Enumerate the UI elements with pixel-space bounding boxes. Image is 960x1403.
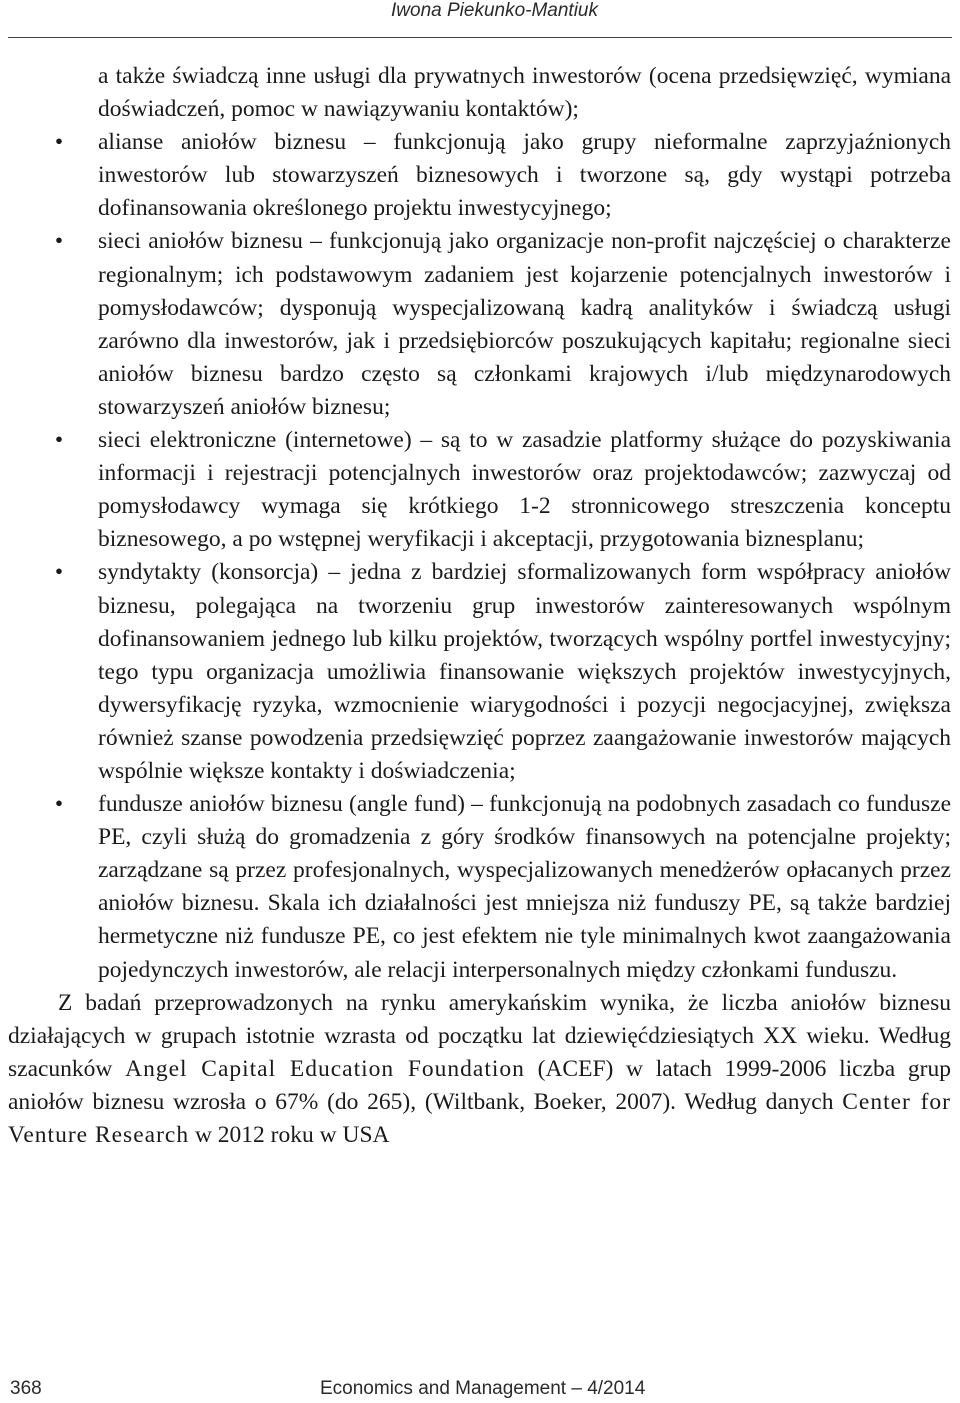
- closing-paragraph: [8, 987, 951, 1152]
- bullet-marker: •: [54, 129, 64, 156]
- list-item: [8, 788, 951, 987]
- list-item: [8, 126, 951, 225]
- closing-text-2: (ACEF) w latach 1999-2006 liczba grup aniołów biznesu wzrosła o 67% (do 265), (Wiltbank, Boeker, 2007). Według danych: [8, 1055, 951, 1115]
- list-item-text: sieci elektroniczne (internetowe) – są to w zasadzie platformy służące do pozyskiwania informacji i rejestracji potencjalnych inwestorów oraz projektodawców; zazwyczaj od pomysłodawcy wymaga się krótkiego 1-2 stronnicowego streszczenia konceptu biznesowego, a po wstępnej weryfikacji i akceptacji, przygotowania biznesplanu;: [98, 427, 951, 553]
- bullet-marker: •: [54, 559, 64, 586]
- list-item-text: sieci aniołów biznesu – funkcjonują jako organizacje non-profit najczęściej o charakterze regionalnym; ich podstawowym zadaniem jest kojarzenie potencjalnych inwestorów i pomysłodawców; dysponują wyspecjalizowaną kadrą analityków i świadczą usługi zarówno dla inwestorów, jak i przedsiębiorców poszukujących kapitału; regionalne sieci aniołów biznesu bardzo często są członkami krajowych i/lub międzynarodowych stowarzyszeń aniołów biznesu;: [98, 228, 951, 420]
- list-item: [8, 556, 951, 788]
- page-body: [8, 60, 951, 1152]
- acef-name: Angel Capital Education Foundation: [125, 1055, 525, 1082]
- closing-text-3: w 2012 roku w USA: [189, 1122, 390, 1148]
- list-item-text: a także świadczą inne usługi dla prywatnych inwestorów (ocena przedsięwzięć, wymiana doświadczeń, pomoc w nawiązywaniu kontaktów);: [98, 63, 951, 123]
- bullet-marker: •: [54, 228, 64, 255]
- header-rule: [8, 37, 952, 38]
- list-item-text: syndytakty (konsorcja) – jedna z bardziej sformalizowanych form współpracy aniołów biznesu, polegająca na tworzeniu grup inwestorów zainteresowanych wspólnym dofinansowaniem jednego lub kilku projektów, tworzących wspólny portfel inwestycyjny; tego typu organizacja umożliwia finansowanie większych projektów inwestycyjnych, dywersyfikację ryzyka, wzmocnienie wiarygodności i pozycji negocjacyjnej, zwiększa również szanse powodzenia przedsięwzięć poprzez zaangażowanie inwestorów mających wspólnie większe kontakty i doświadczenia;: [98, 559, 951, 784]
- list-item-text: fundusze aniołów biznesu (angle fund) – funkcjonują na podobnych zasadach co fundusze PE, czyli służą do gromadzenia z góry środków finansowych na potencjalne projekty; zarządzane są przez profesjonalnych, wyspecjalizowanych menedżerów opłacanych przez aniołów biznesu. Skala ich działalności jest mniejsza niż funduszy PE, są także bardziej hermetyczne niż fundusze PE, co jest efektem nie tyle minimalnych kwot zaangażowania pojedynczych inwestorów, ale relacji interpersonalnych między członkami funduszu.: [98, 791, 951, 983]
- journal-title: Economics and Management – 4/2014: [320, 1378, 646, 1399]
- bullet-list: [8, 60, 951, 987]
- closing-text-1: Z badań przeprowadzonych na rynku amerykańskim wynika, że liczba aniołów biznesu działających w grupach istotnie wzrasta od początku lat dziewięćdziesiątych XX wieku. Według szacunków: [8, 989, 951, 1082]
- bullet-marker: •: [54, 791, 64, 818]
- list-item-text: alianse aniołów biznesu – funkcjonują jako grupy nieformalne zaprzyjaźnionych inwestorów lub stowarzyszeń biznesowych i tworzone są, gdy wystąpi potrzeba dofinansowania określonego projektu inwestycyjnego;: [98, 129, 951, 222]
- list-item: [8, 424, 951, 556]
- cvr-name: Center for Venture Research: [8, 1088, 952, 1148]
- page-footer: [8, 1377, 952, 1401]
- running-head-author: Iwona Piekunko-Mantiuk: [391, 0, 598, 21]
- list-item: [8, 225, 951, 424]
- bullet-marker: •: [54, 427, 64, 454]
- list-item: [8, 60, 951, 126]
- page-number: 368: [10, 1378, 42, 1399]
